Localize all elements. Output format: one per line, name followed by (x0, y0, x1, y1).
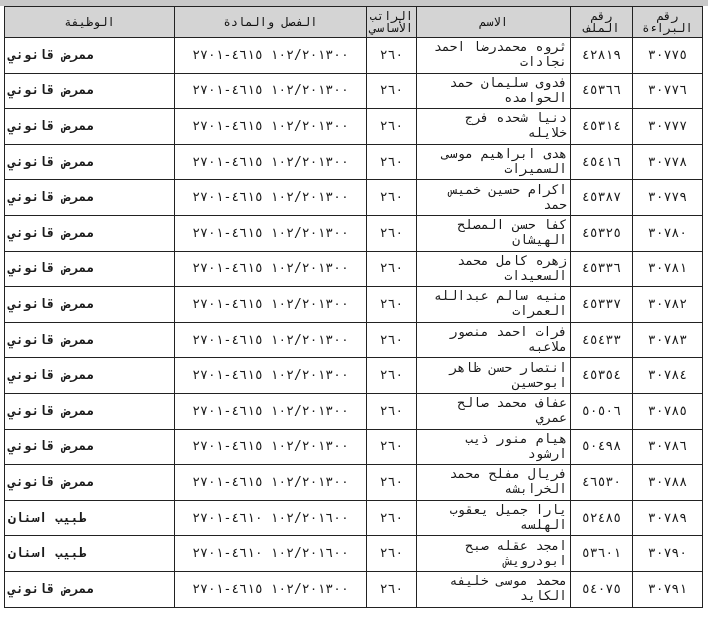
cell-basic-salary: ٢٦٠ (367, 429, 417, 465)
table-row (5, 358, 703, 394)
cell-section-item: ١٠٢/٢٠١٣٠٠ ٤٦١٥-٢٧٠١ (175, 109, 367, 145)
cell-job-title: ممرض قانوني (5, 571, 175, 607)
table-row (5, 73, 703, 109)
cell-section-item: ١٠٢/٢٠١٦٠٠ ٤٦١٠-٢٧٠١ (175, 536, 367, 572)
cell-job-title: ممرض قانوني (5, 215, 175, 251)
cell-basic-salary: ٢٦٠ (367, 393, 417, 429)
table-row (5, 144, 703, 180)
cell-basic-salary: ٢٦٠ (367, 322, 417, 358)
cell-basic-salary: ٢٦٠ (367, 73, 417, 109)
cell-file-no: ٥٢٤٨٥ (571, 500, 633, 536)
cell-basic-salary: ٢٦٠ (367, 180, 417, 216)
cell-job-title: ممرض قانوني (5, 287, 175, 323)
table-body (5, 38, 703, 608)
cell-file-no: ٤٥٣٣٦ (571, 251, 633, 287)
cell-name: كفا حسن المصلح الهيشان (417, 215, 571, 251)
cell-basic-salary: ٢٦٠ (367, 358, 417, 394)
header-reg-no: رقم البراءة (633, 7, 703, 38)
cell-basic-salary: ٢٦٠ (367, 500, 417, 536)
table-row (5, 536, 703, 572)
table-row (5, 322, 703, 358)
cell-file-no: ٤٥٣٥٤ (571, 358, 633, 394)
cell-file-no: ٥٠٤٩٨ (571, 429, 633, 465)
cell-reg-no: ٣٠٧٧٦ (633, 73, 703, 109)
cell-job-title: ممرض قانوني (5, 38, 175, 74)
cell-section-item: ١٠٢/٢٠١٣٠٠ ٤٦١٥-٢٧٠١ (175, 251, 367, 287)
cell-reg-no: ٣٠٧٨٢ (633, 287, 703, 323)
cell-reg-no: ٣٠٧٨٩ (633, 500, 703, 536)
cell-job-title: ممرض قانوني (5, 180, 175, 216)
cell-reg-no: ٣٠٧٧٧ (633, 109, 703, 145)
cell-file-no: ٤٥٣٢٥ (571, 215, 633, 251)
cell-file-no: ٤٥٣٦٦ (571, 73, 633, 109)
cell-reg-no: ٣٠٧٩١ (633, 571, 703, 607)
cell-section-item: ١٠٢/٢٠١٣٠٠ ٤٦١٥-٢٧٠١ (175, 73, 367, 109)
cell-reg-no: ٣٠٧٨٠ (633, 215, 703, 251)
cell-reg-no: ٣٠٧٧٨ (633, 144, 703, 180)
cell-job-title: طبيب اسنان (5, 500, 175, 536)
cell-reg-no: ٣٠٧٨١ (633, 251, 703, 287)
cell-job-title: ممرض قانوني (5, 73, 175, 109)
cell-job-title: ممرض قانوني (5, 322, 175, 358)
cell-basic-salary: ٢٦٠ (367, 465, 417, 501)
cell-name: هدى ابراهيم موسى السميرات (417, 144, 571, 180)
cell-reg-no: ٣٠٧٨٣ (633, 322, 703, 358)
cell-reg-no: ٣٠٧٨٨ (633, 465, 703, 501)
cell-name: اكرام حسين خميس حمد (417, 180, 571, 216)
cell-name: منيه سالم عبدالله العمرات (417, 287, 571, 323)
cell-name: عفاف محمد صالح عمري (417, 393, 571, 429)
cell-basic-salary: ٢٦٠ (367, 109, 417, 145)
cell-basic-salary: ٢٦٠ (367, 251, 417, 287)
cell-section-item: ١٠٢/٢٠١٣٠٠ ٤٦١٥-٢٧٠١ (175, 287, 367, 323)
cell-basic-salary: ٢٦٠ (367, 215, 417, 251)
cell-name: فريال مفلح محمد الخرابشه (417, 465, 571, 501)
cell-section-item: ١٠٢/٢٠١٣٠٠ ٤٦١٥-٢٧٠١ (175, 144, 367, 180)
cell-name: محمد موسى خليفه الكايد (417, 571, 571, 607)
table-row (5, 38, 703, 74)
cell-basic-salary: ٢٦٠ (367, 536, 417, 572)
cell-job-title: طبيب اسنان (5, 536, 175, 572)
cell-file-no: ٤٥٣٣٧ (571, 287, 633, 323)
cell-file-no: ٤٥٤١٦ (571, 144, 633, 180)
cell-name: انتصار حسن ظاهر ابوحسين (417, 358, 571, 394)
table-row (5, 180, 703, 216)
cell-section-item: ١٠٢/٢٠١٣٠٠ ٤٦١٥-٢٧٠١ (175, 429, 367, 465)
cell-file-no: ٤٦٥٣٠ (571, 465, 633, 501)
cell-reg-no: ٣٠٧٧٥ (633, 38, 703, 74)
table-row (5, 287, 703, 323)
cell-name: هيام منور ذيب ارشود (417, 429, 571, 465)
cell-section-item: ١٠٢/٢٠١٣٠٠ ٤٦١٥-٢٧٠١ (175, 38, 367, 74)
header-section-item: الفصل والمادة (175, 7, 367, 38)
table-row (5, 500, 703, 536)
cell-section-item: ١٠٢/٢٠١٣٠٠ ٤٦١٥-٢٧٠١ (175, 215, 367, 251)
cell-reg-no: ٣٠٧٩٠ (633, 536, 703, 572)
header-job-title: الوظيفة (5, 7, 175, 38)
header-name: الاسم (417, 7, 571, 38)
cell-section-item: ١٠٢/٢٠١٣٠٠ ٤٦١٥-٢٧٠١ (175, 393, 367, 429)
cell-job-title: ممرض قانوني (5, 358, 175, 394)
table-row (5, 215, 703, 251)
cell-file-no: ٤٥٣٨٧ (571, 180, 633, 216)
cell-job-title: ممرض قانوني (5, 109, 175, 145)
cell-file-no: ٤٥٣١٤ (571, 109, 633, 145)
cell-section-item: ١٠٢/٢٠١٣٠٠ ٤٦١٥-٢٧٠١ (175, 571, 367, 607)
cell-job-title: ممرض قانوني (5, 465, 175, 501)
table-row (5, 109, 703, 145)
cell-name: فرات احمد منصور ملاعبه (417, 322, 571, 358)
cell-name: فدوى سليمان حمد الحوامده (417, 73, 571, 109)
cell-file-no: ٥٣٦٠١ (571, 536, 633, 572)
cell-section-item: ١٠٢/٢٠١٣٠٠ ٤٦١٥-٢٧٠١ (175, 180, 367, 216)
cell-reg-no: ٣٠٧٨٤ (633, 358, 703, 394)
table-row (5, 465, 703, 501)
header-file-no: رقم الملف (571, 7, 633, 38)
table-row (5, 429, 703, 465)
table-row (5, 393, 703, 429)
cell-name: دنيا شحده فرج خلايله (417, 109, 571, 145)
cell-file-no: ٥٤٠٧٥ (571, 571, 633, 607)
table-row (5, 571, 703, 607)
cell-basic-salary: ٢٦٠ (367, 144, 417, 180)
cell-job-title: ممرض قانوني (5, 393, 175, 429)
cell-job-title: ممرض قانوني (5, 251, 175, 287)
cell-name: امجد عقله صبح ابودرويش (417, 536, 571, 572)
cell-section-item: ١٠٢/٢٠١٣٠٠ ٤٦١٥-٢٧٠١ (175, 465, 367, 501)
table-header-row (5, 7, 703, 38)
appointments-table (4, 6, 703, 608)
cell-reg-no: ٣٠٧٨٦ (633, 429, 703, 465)
cell-name: زهره كامل محمد السعيدات (417, 251, 571, 287)
cell-section-item: ١٠٢/٢٠١٦٠٠ ٤٦١٠-٢٧٠١ (175, 500, 367, 536)
cell-name: يارا جميل يعقوب الهلسه (417, 500, 571, 536)
cell-basic-salary: ٢٦٠ (367, 38, 417, 74)
cell-reg-no: ٣٠٧٧٩ (633, 180, 703, 216)
header-basic-salary: الراتب الأساسي (367, 7, 417, 38)
cell-section-item: ١٠٢/٢٠١٣٠٠ ٤٦١٥-٢٧٠١ (175, 322, 367, 358)
cell-job-title: ممرض قانوني (5, 144, 175, 180)
cell-basic-salary: ٢٦٠ (367, 287, 417, 323)
cell-basic-salary: ٢٦٠ (367, 571, 417, 607)
cell-reg-no: ٣٠٧٨٥ (633, 393, 703, 429)
cell-file-no: ٤٢٨١٩ (571, 38, 633, 74)
cell-name: ثروه محمدرضا احمد نجادات (417, 38, 571, 74)
table-row (5, 251, 703, 287)
cell-job-title: ممرض قانوني (5, 429, 175, 465)
cell-file-no: ٤٥٤٣٣ (571, 322, 633, 358)
cell-file-no: ٥٠٥٠٦ (571, 393, 633, 429)
cell-section-item: ١٠٢/٢٠١٣٠٠ ٤٦١٥-٢٧٠١ (175, 358, 367, 394)
